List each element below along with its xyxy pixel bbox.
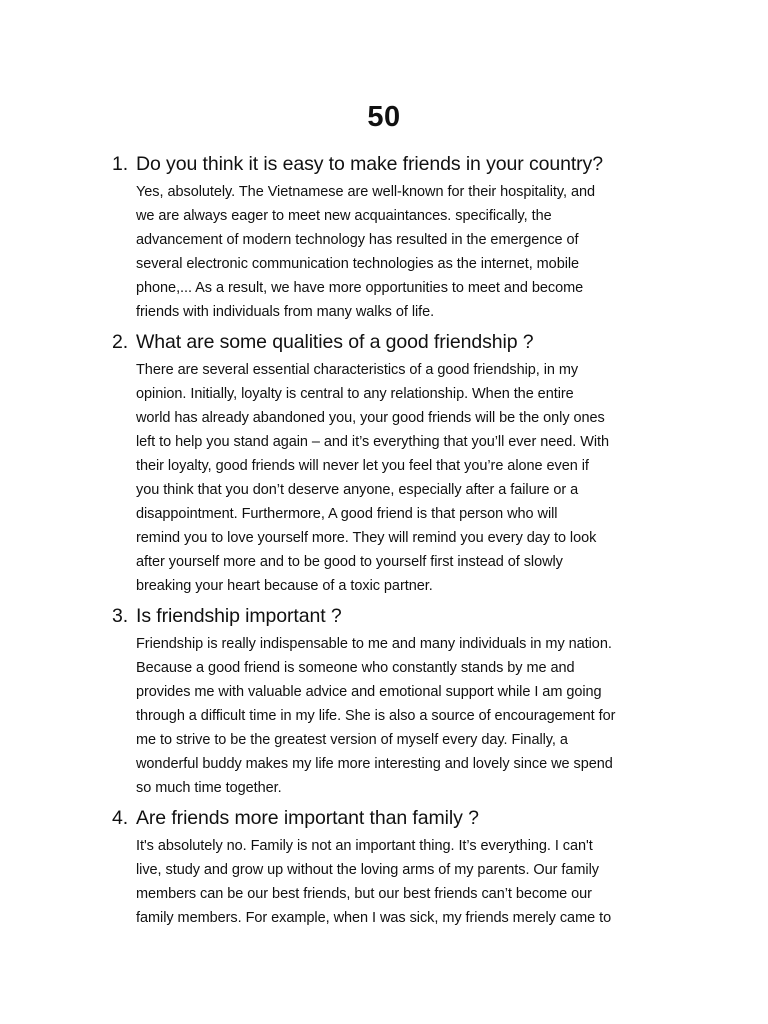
answer-line: members can be our best friends, but our best friends can’t become our xyxy=(136,886,592,902)
answer-line: remind you to love yourself more. They will remind you every day to look xyxy=(136,530,597,546)
answer-line: several electronic communication technologies as the internet, mobile xyxy=(136,256,580,272)
answer-line: Because a good friend is someone who constantly stands by me and xyxy=(136,660,575,676)
answer-line: It's absolutely no. Family is not an important thing. It’s everything. I can't xyxy=(136,838,593,854)
answer-line: world has already abandoned you, your good friends will be the only ones xyxy=(136,410,605,426)
answer-3 xyxy=(136,632,682,800)
answer-line: breaking your heart because of a toxic partner. xyxy=(136,578,433,594)
answer-line: me to strive to be the greatest version of myself every day. Finally, a xyxy=(136,732,568,748)
question-2 xyxy=(112,328,682,356)
qa-item-4 xyxy=(112,804,682,930)
answer-1 xyxy=(136,180,682,324)
answer-line: friends with individuals from many walks of life. xyxy=(136,304,435,320)
question-1 xyxy=(112,150,682,178)
question-text: What are some qualities of a good friendship ? xyxy=(136,331,534,353)
answer-line: opinion. Initially, loyalty is central to any relationship. When the entire xyxy=(136,386,574,402)
question-number: 3. xyxy=(112,605,129,627)
answer-line: you think that you don’t deserve anyone, especially after a failure or a xyxy=(136,482,579,498)
answer-line: through a difficult time in my life. She is also a source of encouragement for xyxy=(136,708,616,724)
question-number: 2. xyxy=(112,331,129,353)
qa-item-2 xyxy=(112,328,682,598)
answer-line: live, study and grow up without the loving arms of my parents. Our family xyxy=(136,862,599,878)
answer-line: so much time together. xyxy=(136,780,282,796)
question-number: 1. xyxy=(112,153,129,175)
answer-line: There are several essential characteristics of a good friendship, in my xyxy=(136,362,579,378)
question-text: Are friends more important than family ? xyxy=(136,807,479,829)
question-4 xyxy=(112,804,682,832)
question-number: 4. xyxy=(112,807,129,829)
answer-line: provides me with valuable advice and emotional support while I am going xyxy=(136,684,602,700)
answer-line: family members. For example, when I was sick, my friends merely came to xyxy=(136,910,612,926)
answer-line: phone,... As a result, we have more opportunities to meet and become xyxy=(136,280,584,296)
page-number-heading: 50 xyxy=(367,101,401,133)
qa-item-3 xyxy=(112,602,682,800)
question-text: Do you think it is easy to make friends in your country? xyxy=(136,153,603,175)
answer-line: after yourself more and to be good to yourself first instead of slowly xyxy=(136,554,563,570)
answer-4 xyxy=(136,834,682,930)
answer-line: advancement of modern technology has resulted in the emergence of xyxy=(136,232,579,248)
answer-line: their loyalty, good friends will never let you feel that you’re alone even if xyxy=(136,458,589,474)
answer-line: disappointment. Furthermore, A good friend is that person who will xyxy=(136,506,558,522)
question-answer-list xyxy=(112,150,682,934)
answer-2 xyxy=(136,358,682,598)
question-text: Is friendship important ? xyxy=(136,605,342,627)
answer-line: Friendship is really indispensable to me and many individuals in my nation. xyxy=(136,636,612,652)
qa-item-1 xyxy=(112,150,682,324)
answer-line: we are always eager to meet new acquaintances. specifically, the xyxy=(136,208,552,224)
question-3 xyxy=(112,602,682,630)
answer-line: left to help you stand again – and it’s everything that you’ll ever need. With xyxy=(136,434,610,450)
answer-line: Yes, absolutely. The Vietnamese are well-known for their hospitality, and xyxy=(136,184,595,200)
answer-line: wonderful buddy makes my life more interesting and lovely since we spend xyxy=(136,756,613,772)
